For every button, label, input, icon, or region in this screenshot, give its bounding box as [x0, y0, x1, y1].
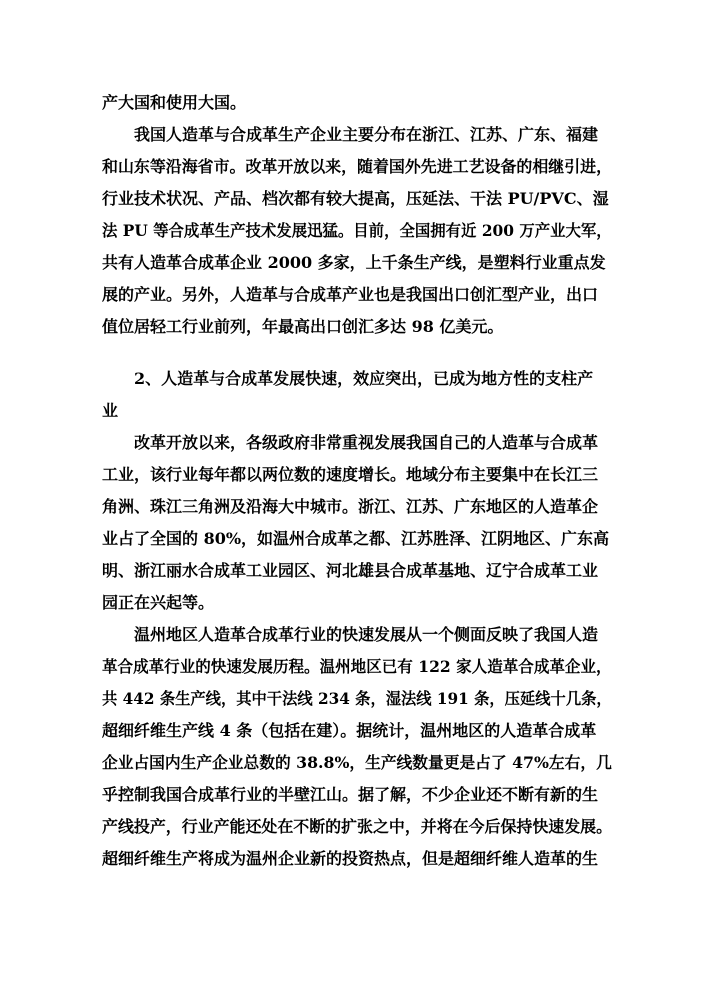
- text-line: 企业占国内生产企业总数的 38.8%，生产线数量更是占了 47%左右，几: [102, 753, 612, 772]
- text-line: 行业技术状况、产品、档次都有较大提高，压延法、干法 PU/PVC、湿: [102, 189, 609, 208]
- text-line: 超细纤维生产将成为温州企业新的投资热点，但是超细纤维人造革的生: [102, 849, 599, 868]
- text-line: 明、浙江丽水合成革工业园区、河北雄县合成革基地、辽宁合成革工业: [102, 561, 599, 580]
- text-line: 我国人造革与合成革生产企业主要分布在浙江、江苏、广东、福建: [134, 125, 599, 144]
- text-line: 值位居轻工行业前列，年最高出口创汇多达 98 亿美元。: [102, 317, 504, 336]
- text-line: 产线投产，行业产能还处在不断的扩张之中，并将在今后保持快速发展。: [102, 817, 613, 836]
- text-line: 改革开放以来，各级政府非常重视发展我国自己的人造革与合成革: [134, 433, 599, 452]
- text-line: 超细纤维生产线 4 条（包括在建）。据统计，温州地区的人造革合成革: [102, 721, 597, 740]
- text-line: 共有人造革合成革企业 2000 多家，上千条生产线，是塑料行业重点发: [102, 253, 606, 272]
- text-line: 园正在兴起等。: [102, 593, 215, 612]
- text-line: 和山东等沿海省市。改革开放以来，随着国外先进工艺设备的相继引进，: [102, 157, 613, 176]
- text-line: 法 PU 等合成革生产技术发展迅猛。目前，全国拥有近 200 万产业大军，: [102, 221, 612, 240]
- text-line: 产大国和使用大国。: [102, 93, 247, 112]
- text-line: 角洲、珠江三角洲及沿海大中城市。浙江、江苏、广东地区的人造革企: [102, 497, 599, 516]
- text-line: 共 442 条生产线，其中干法线 234 条，湿法线 191 条，压延线十几条，: [102, 689, 612, 708]
- text-line: 工业，该行业每年都以两位数的速度增长。地域分布主要集中在长江三: [102, 465, 599, 484]
- text-line: 展的产业。另外，人造革与合成革产业也是我国出口创汇型产业，出口: [102, 285, 599, 304]
- text-line: 乎控制我国合成革行业的半壁江山。据了解，不少企业还不断有新的生: [102, 785, 599, 804]
- section-heading-line: 2、人造革与合成革发展快速，效应突出，已成为地方性的支柱产: [134, 369, 594, 388]
- text-line: 革合成革行业的快速发展历程。温州地区已有 122 家人造革合成革企业，: [102, 657, 612, 676]
- text-line: 温州地区人造革合成革行业的快速发展从一个侧面反映了我国人造: [134, 625, 599, 644]
- section-heading-line: 业: [102, 401, 119, 420]
- text-line: 业占了全国的 80%，如温州合成革之都、江苏胜泽、江阴地区、广东高: [102, 529, 610, 548]
